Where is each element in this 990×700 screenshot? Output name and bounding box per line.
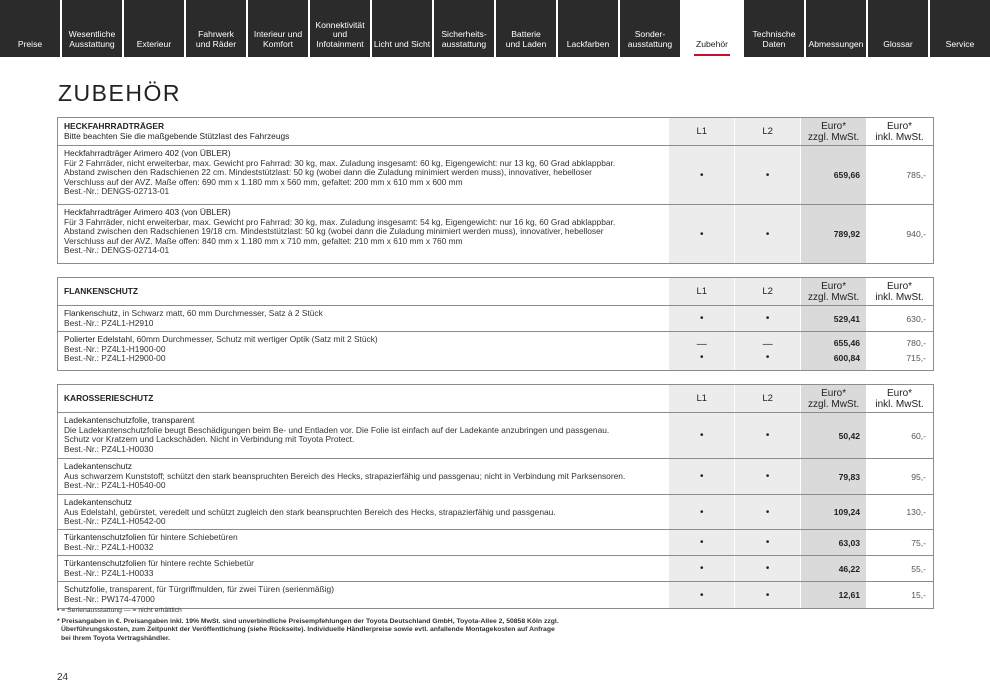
table-row: Schutzfolie, transparent, für Türgriffmulden, für zwei Türen (serienmäßig) Best.-Nr.: PW174-47000 • • 12,61 15,-	[58, 582, 933, 608]
availability-l2: —	[762, 339, 773, 350]
availability-l1: •	[700, 352, 704, 363]
column-header-price-gross: Euro* inkl. MwSt.	[875, 120, 924, 143]
price-net: 79,83	[838, 471, 861, 482]
order-number: Best.-Nr.: PZ4L1-H0540-00	[64, 480, 166, 491]
availability-l1: •	[700, 537, 704, 548]
table-karosserieschutz	[57, 384, 934, 609]
availability-l2: •	[765, 169, 770, 181]
price-gross: 60,-	[911, 430, 926, 441]
column-header-price-net: Euro* zzgl. MwSt.	[800, 385, 866, 412]
nav-tab-batterie-und-laden[interactable]: Batterie und Laden	[496, 0, 558, 57]
section-title: FLANKENSCHUTZ	[64, 285, 138, 296]
price-gross: 780,-	[906, 338, 926, 348]
item-name: Polierter Edelstahl,	[64, 334, 135, 344]
column-header-price-gross: Euro* inkl. MwSt.	[875, 387, 924, 410]
nav-tab-licht-und-sicht[interactable]: Licht und Sicht	[372, 0, 434, 57]
column-header-price-gross: Euro* inkl. MwSt.	[875, 280, 924, 303]
table-header	[58, 385, 933, 413]
availability-l1: •	[700, 313, 704, 324]
item-name: Heckfahrradträger Arimero 402 (von ÜBLER)	[64, 148, 231, 158]
price-gross: 15,-	[911, 590, 926, 600]
item-name: Türkantenschutzfolien	[64, 532, 146, 542]
price-net: 46,22	[838, 563, 861, 574]
legend-note: • = Serienausstattung — = nicht erhältlich	[57, 607, 182, 614]
section-title: KAROSSERIESCHUTZ	[64, 392, 154, 403]
item-name: Flankenschutz,	[64, 308, 121, 318]
availability-l2: •	[765, 313, 770, 324]
price-gross: 75,-	[911, 537, 926, 548]
order-number: Best.-Nr.: PZ4L1-H0542-00	[64, 516, 166, 527]
item-name: Türkantenschutzfolien	[64, 558, 146, 568]
table-row: Ladekantenschutzfolie, transparent Die Ladekantenschutzfolie beugt Beschädigungen beim Be- und Entladen vor. Die Folie ist einfach auf der Ladekante anzubringen und passgenau. Schutz vor Kratzern und Lackschäden. Nicht in Verbindung mit Toyota Protect. Best.-Nr.: PZ4L1-H0030 • • 50,42 60,-	[58, 413, 933, 459]
availability-l2: •	[765, 471, 770, 482]
availability-l2: •	[765, 537, 770, 548]
availability-l1: •	[700, 471, 704, 482]
availability-l2: •	[765, 563, 770, 574]
item-name: Schutzfolie,	[64, 584, 108, 594]
top-navigation	[0, 0, 990, 57]
order-number: Best.-Nr.: PZ4L1-H0030	[64, 443, 154, 454]
availability-l1: •	[700, 169, 704, 181]
order-number: Best.-Nr.: PZ4L1-H2910	[64, 317, 154, 328]
column-header-price-net: Euro* zzgl. MwSt.	[800, 118, 866, 145]
nav-tab-technische-daten[interactable]: Technische Daten	[744, 0, 806, 57]
price-net: 63,03	[838, 537, 861, 548]
table-heckfahrradtraeger	[57, 117, 934, 264]
availability-l2: •	[765, 430, 770, 441]
column-header-l1: L1	[668, 278, 734, 305]
price-net: 50,42	[838, 430, 861, 441]
table-flankenschutz	[57, 277, 934, 371]
table-row: Heckfahrradträger Arimero 402 (von ÜBLER) Für 2 Fahrräder, nicht erweiterbar, max. Gewicht pro Fahrrad: 30 kg, max. Zuladung insgesamt: 60 kg, Eigengewicht: nur 13 kg, 60 Grad abklappbar. Abstand zwischen den Radschienen 22 cm. Mindeststützlast: 50 kg (wobei dann die Zuladung minimiert werden muss), innovativer, hebelloser Verschluss auf der AVZ. Maße offen: 690 mm x 1.180 mm x 560 mm, gefaltet: 200 mm x 610 mm x 600 mm Best.-Nr.: DENGS-02713-01 • • 659,66 785,-	[58, 146, 933, 205]
nav-tab-abmessungen[interactable]: Abmessungen	[806, 0, 868, 57]
table-row: Ladekantenschutz Aus schwarzem Kunststoff; schützt den stark beanspruchten Bereich des Hecks, strapazierfähig und passgenau; nicht in Verbindung mit Parksensoren. Best.-Nr.: PZ4L1-H0540-00 • • 79,83 95,-	[58, 459, 933, 495]
page-title: ZUBEHÖR	[58, 80, 181, 106]
price-gross: 940,-	[906, 229, 926, 239]
availability-l2: •	[765, 506, 770, 518]
nav-tab-fahrwerk-und-räder[interactable]: Fahrwerk und Räder	[186, 0, 248, 57]
nav-tab-zubehör[interactable]: Zubehör	[682, 0, 744, 57]
price-gross: 130,-	[906, 507, 926, 517]
availability-l2: •	[765, 228, 770, 240]
price-gross: 95,-	[911, 471, 926, 482]
availability-l1: •	[700, 228, 704, 240]
column-header-l1: L1	[668, 118, 734, 145]
order-number: Best.-Nr.: PZ4L1-H1900-00	[64, 343, 166, 354]
price-gross: 630,-	[906, 313, 926, 324]
availability-l2: •	[765, 352, 770, 363]
order-number: Best.-Nr.: PZ4L1-H0033	[64, 567, 154, 578]
price-net: 12,61	[838, 590, 861, 600]
price-gross: 55,-	[911, 563, 926, 574]
table-header	[58, 118, 933, 146]
availability-l1: —	[696, 339, 707, 350]
price-net: 529,41	[833, 313, 861, 324]
nav-tab-exterieur[interactable]: Exterieur	[124, 0, 186, 57]
price-footnote: * Preisangaben in €. Preisangaben inkl. 19% MwSt. sind unverbindliche Preisempfehlungen der Toyota Deutschland GmbH, Toyota-Allee 2, 50858 Köln zzgl. Überführungskosten, zum Zeitpunkt der Veröffentlichung (siehe Rückseite). Individuelle Händlerpreise sowie evtl. anfallende Montagekosten auf Anfrage bei Ihrem Toyota Vertragshändler.	[57, 618, 559, 642]
order-number: Best.-Nr.: PZ4L1-H2900-00	[64, 353, 166, 364]
section-subtitle: Bitte beachten Sie die maßgebende Stützlast des Fahrzeugs	[64, 130, 290, 141]
column-header-l2: L2	[734, 385, 800, 412]
table-header	[58, 278, 933, 306]
price-net: 659,66	[833, 170, 861, 180]
order-number: Best.-Nr.: PW174-47000	[64, 593, 155, 604]
availability-l1: •	[700, 506, 704, 518]
price-net: 600,84	[833, 353, 861, 363]
price-gross: 715,-	[906, 353, 926, 363]
table-row: Türkantenschutzfolien für hintere Schiebetüren Best.-Nr.: PZ4L1-H0032 • • 63,03 75,-	[58, 530, 933, 556]
table-row: Polierter Edelstahl, 60mm Durchmesser, Schutz mit wertiger Optik (Satz mit 2 Stück) Best.-Nr.: PZ4L1-H1900-00 Best.-Nr.: PZ4L1-H2900-00 — • — • 655,46 600,84 780,- 715,-	[58, 332, 933, 370]
item-name: Ladekantenschutz	[64, 497, 132, 507]
item-name: Ladekantenschutz	[64, 461, 132, 471]
order-number: Best.-Nr.: DENGS-02713-01	[64, 186, 170, 197]
item-name: Heckfahrradträger Arimero 403 (von ÜBLER)	[64, 207, 231, 217]
column-header-price-net: Euro* zzgl. MwSt.	[800, 278, 866, 305]
nav-tab-service[interactable]: Service	[945, 38, 975, 49]
nav-tab-wesentliche-ausstattung[interactable]: Wesentliche Ausstattung	[62, 0, 124, 57]
page-number: 24	[57, 672, 69, 683]
price-net: 655,46	[833, 338, 861, 348]
nav-tab-preise[interactable]: Preise	[0, 0, 62, 57]
nav-tab-lackfarben[interactable]: Lackfarben	[558, 0, 620, 57]
availability-l1: •	[700, 563, 704, 574]
nav-tab-interieur-und-komfort[interactable]: Interieur und Komfort	[248, 0, 310, 57]
order-number: Best.-Nr.: DENGS-02714-01	[64, 245, 170, 256]
nav-tab-sonder-ausstattung[interactable]: Sonder- ausstattung	[620, 0, 682, 57]
column-header-l2: L2	[734, 278, 800, 305]
availability-l1: •	[700, 589, 704, 601]
column-header-l1: L1	[668, 385, 734, 412]
price-net: 789,92	[833, 229, 861, 239]
column-header-l2: L2	[734, 118, 800, 145]
availability-l1: •	[700, 430, 704, 441]
price-net: 109,24	[833, 507, 861, 517]
nav-tab-sicherheits-ausstattung[interactable]: Sicherheits- ausstattung	[434, 0, 496, 57]
nav-tab-konnektivität-und-infotainment[interactable]: Konnektivität und Infotainment	[310, 0, 372, 57]
section-title: HECKFAHRRADTRÄGER	[64, 120, 165, 131]
table-row: Ladekantenschutz Aus Edelstahl, gebürstet, veredelt und schützt zugleich den stark beanspruchten Bereich des Hecks, strapazierfähig und passgenau. Best.-Nr.: PZ4L1-H0542-00 • • 109,24 130,-	[58, 495, 933, 530]
nav-tab-glossar[interactable]: Glossar	[868, 0, 930, 57]
availability-l2: •	[765, 589, 770, 601]
table-row: Heckfahrradträger Arimero 403 (von ÜBLER) Für 3 Fahrräder, nicht erweiterbar, max. Gewicht pro Fahrrad: 30 kg, max. Zuladung insgesamt: 54 kg, Eigengewicht: nur 16 kg, 60 Grad abklappbar. Abstand zwischen den Radschienen 19/18 cm. Mindeststützlast: 50 kg (wobei dann die Zuladung minimiert werden muss), innovativer, hebelloser Verschluss auf der AVZ. Maße offen: 840 mm x 1.180 mm x 710 mm, gefaltet: 210 mm x 610 mm x 760 mm Best.-Nr.: DENGS-02714-01 • • 789,92 940,-	[58, 205, 933, 263]
table-row: Flankenschutz, in Schwarz matt, 60 mm Durchmesser, Satz à 2 Stück Best.-Nr.: PZ4L1-H2910 • • 529,41 630,-	[58, 306, 933, 332]
price-gross: 785,-	[906, 170, 926, 180]
item-name: Ladekantenschutzfolie, transparent	[64, 415, 195, 425]
order-number: Best.-Nr.: PZ4L1-H0032	[64, 541, 154, 552]
table-row: Türkantenschutzfolien für hintere rechte Schiebetür Best.-Nr.: PZ4L1-H0033 • • 46,22 55,-	[58, 556, 933, 582]
